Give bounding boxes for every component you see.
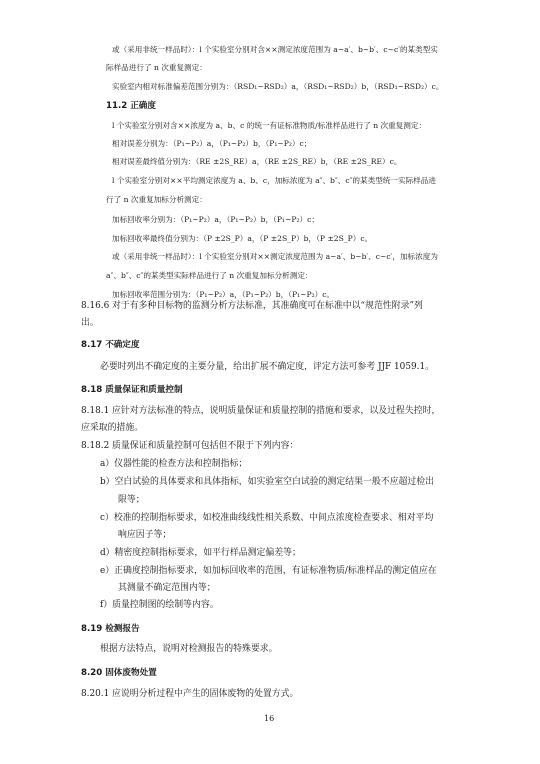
section-heading-8-17: 8.17 不确定度: [81, 340, 140, 350]
list-item-c: c）校准的控制指标要求，如校准曲线线性相关系数、中间点浓度检查要求、相对平均: [100, 513, 434, 523]
clause-8-20-1: 8.20.1 应说明分析过程中产生的固体废物的处置方式。: [81, 689, 299, 699]
text-line: 相对误差分别为：（P₁~P₂）a，（P₁~P₂）b，（P₁~P₂）c；: [112, 139, 312, 148]
clause-8-16-6: 8.16.6 对于有多种目标物的监测分析方法标准，其准确度可在标准中以“规范性附录”列: [81, 301, 423, 311]
text-line: 际样品进行了 n 次重复测定：: [106, 63, 207, 72]
text-line: 必要时列出不确定度的主要分量，给出扩展不确定度，评定方法可参考 JJF 1059.1。: [100, 362, 434, 372]
text-line: 行了 n 次重复加标分析测定：: [106, 195, 207, 204]
text-line: 其测量不确定范围内等；: [118, 583, 216, 593]
list-item-b: b）空白试验的具体要求和具体指标，如实验室空白试验的测定结果一般不应超过检出: [100, 477, 435, 487]
text-line: 应采取的措施。: [81, 423, 144, 433]
section-heading-8-20: 8.20 固体废物处置: [81, 668, 157, 678]
section-heading-11-2: 11.2 正确度: [106, 101, 156, 111]
clause-8-18-1: 8.18.1 应针对方法标准的特点，说明质量保证和质量控制的措施和要求，以及过程失控时，: [81, 406, 441, 416]
text-line: 根据方法特点，说明对检测报告的特殊要求。: [100, 644, 278, 654]
list-item-f: f）质量控制图的绘制等内容。: [100, 600, 219, 610]
text-line: 或（采用非统一样品时）：l 个实验室分别对含××测定浓度范围为 a~a′、b~b′、c~c′的某类型实: [112, 45, 438, 54]
text-line: 加标回收率最终值分别为：（P ±2S_P）a，（P ±2S_P）b，（P ±2S_P）c。: [112, 234, 373, 243]
text-line: 相对误差最终值分别为：（RE ±2S_RE）a，（RE ±2S_RE）b，（RE ±2S_RE）c。: [112, 157, 402, 166]
text-line: l 个实验室分别对××平均测定浓度为 a、b、c，加标浓度为 a″、b″、c″的某类型统一实际样品进: [112, 176, 436, 185]
list-item-a: a）仪器性能的检查方法和控制指标；: [100, 459, 248, 469]
text-line: l 个实验室分别对含××浓度为 a、b、c 的统一有证标准物质/标准样品进行了 n 次重复测定：: [112, 121, 427, 130]
text-line: 实验室内相对标准偏差范围分别为：（RSD₁~RSD₂）a，（RSD₁~RSD₂）b，（RSD₁~RSD₂）c。: [112, 82, 444, 91]
section-heading-8-18: 8.18 质量保证和质量控制: [81, 385, 183, 395]
section-heading-8-19: 8.19 检测报告: [81, 624, 140, 634]
text-line: 加标回收率分别为：（P₁~P₂）a，（P₁~P₂）b，（P₁~P₂）c；: [112, 215, 319, 224]
text-line: 限等；: [118, 495, 145, 505]
text-line: a″、b″、c″的某类型实际样品进行了 n 次重复加标分析测定：: [106, 271, 313, 280]
text-line: 加标回收率范围分别为：（P₁~P₂）a，（P₁~P₂）b，（P₁~P₂）c。: [112, 290, 335, 299]
text-line: 或（采用非统一样品时）：l 个实验室分别对××测定浓度范围为 a~a′、b~b′、c~c′，加标浓度为: [112, 252, 438, 261]
list-item-d: d）精密度控制指标要求，如平行样品测定偏差等；: [100, 548, 301, 558]
clause-8-18-2: 8.18.2 质量保证和质量控制可包括但不限于下列内容：: [81, 441, 299, 451]
page-number: 16: [264, 714, 275, 723]
text-line: 出。: [81, 318, 99, 328]
text-line: 响应因子等；: [118, 530, 172, 540]
list-item-e: e）正确度控制指标要求，如加标回收率的范围，有证标准物质/标准样品的测定值应在: [100, 566, 437, 576]
